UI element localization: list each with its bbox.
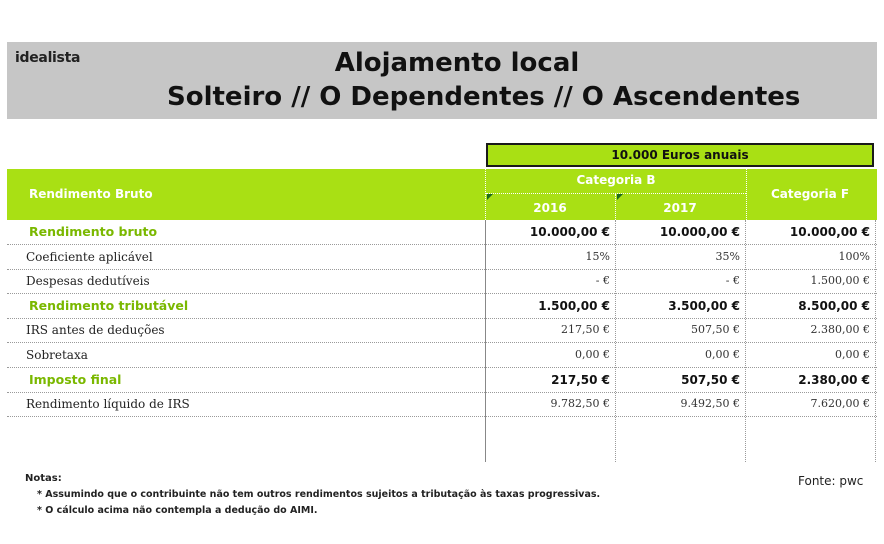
table-row [7, 318, 877, 343]
corner-marker [487, 194, 493, 200]
column-divider [615, 220, 616, 462]
table-row [7, 269, 877, 294]
infographic [7, 42, 877, 516]
title-banner [7, 42, 877, 119]
value-category-f: 7.620,00 € [810, 397, 870, 411]
page-subtitle: Solteiro // O Dependentes // O Ascendentes [167, 82, 801, 112]
value-2016: - € [595, 274, 610, 288]
page-title: Alojamento local [334, 48, 580, 78]
value-category-f: 10.000,00 € [789, 225, 870, 239]
note-item: * O cálculo acima não contempla a dedução do AIMI. [37, 505, 318, 516]
value-2017: 507,50 € [681, 372, 740, 387]
value-category-f: 0,00 € [835, 348, 870, 361]
value-2016: 9.782,50 € [550, 397, 610, 411]
row-label: Rendimento líquido de IRS [26, 397, 190, 412]
value-2016: 15% [585, 249, 610, 263]
row-label: Rendimento tributável [29, 297, 189, 313]
value-2017: 35% [715, 249, 740, 263]
year-2016-header: 2016 [533, 201, 567, 215]
value-2016: 10.000,00 € [529, 225, 610, 239]
notes-title: Notas: [25, 473, 62, 484]
value-2016: 1.500,00 € [538, 298, 610, 313]
note-item: * Assumindo que o contribuinte não tem outros rendimentos sujeitos a tributação às taxas progressivas. [37, 489, 601, 500]
column-divider [485, 220, 486, 462]
column-divider [875, 220, 876, 462]
value-2017: 3.500,00 € [668, 298, 740, 313]
corner-marker [617, 194, 623, 200]
table-row [7, 392, 877, 417]
value-2016: 217,50 € [561, 323, 610, 337]
category-b-header: Categoria B [576, 173, 656, 187]
row-label: IRS antes de deduções [26, 323, 165, 338]
table-row [7, 294, 877, 319]
value-category-f: 2.380,00 € [810, 323, 870, 337]
table-row [7, 220, 877, 245]
table-row [7, 343, 877, 368]
year-2017-header: 2017 [663, 201, 697, 215]
value-category-f: 2.380,00 € [798, 372, 870, 387]
source-credit: Fonte: pwc [798, 474, 864, 488]
value-category-f: 8.500,00 € [798, 298, 870, 313]
value-2017: 10.000,00 € [659, 225, 740, 239]
value-2017: 507,50 € [691, 323, 740, 337]
row-header-label: Rendimento Bruto [29, 187, 153, 201]
category-f-header: Categoria F [770, 187, 850, 201]
value-2017: 0,00 € [705, 348, 740, 361]
row-label: Imposto final [29, 371, 122, 387]
logo: idealista [15, 50, 81, 66]
value-2017: - € [725, 274, 740, 288]
header-divider [486, 193, 746, 194]
value-2017: 9.492,50 € [680, 397, 740, 411]
row-label: Despesas dedutíveis [26, 274, 150, 289]
header-divider [746, 169, 747, 220]
column-divider [745, 220, 746, 462]
header-divider [615, 194, 616, 220]
value-2016: 217,50 € [551, 372, 610, 387]
value-2016: 0,00 € [575, 348, 610, 361]
header-divider [485, 169, 486, 220]
row-label: Rendimento bruto [29, 224, 158, 239]
table-row [7, 245, 877, 270]
table-row [7, 368, 877, 393]
value-category-f: 100% [838, 249, 870, 263]
row-label: Sobretaxa [26, 348, 88, 362]
income-header: 10.000 Euros anuais [486, 143, 874, 167]
value-category-f: 1.500,00 € [810, 274, 870, 288]
row-label: Coeficiente aplicável [26, 249, 153, 264]
